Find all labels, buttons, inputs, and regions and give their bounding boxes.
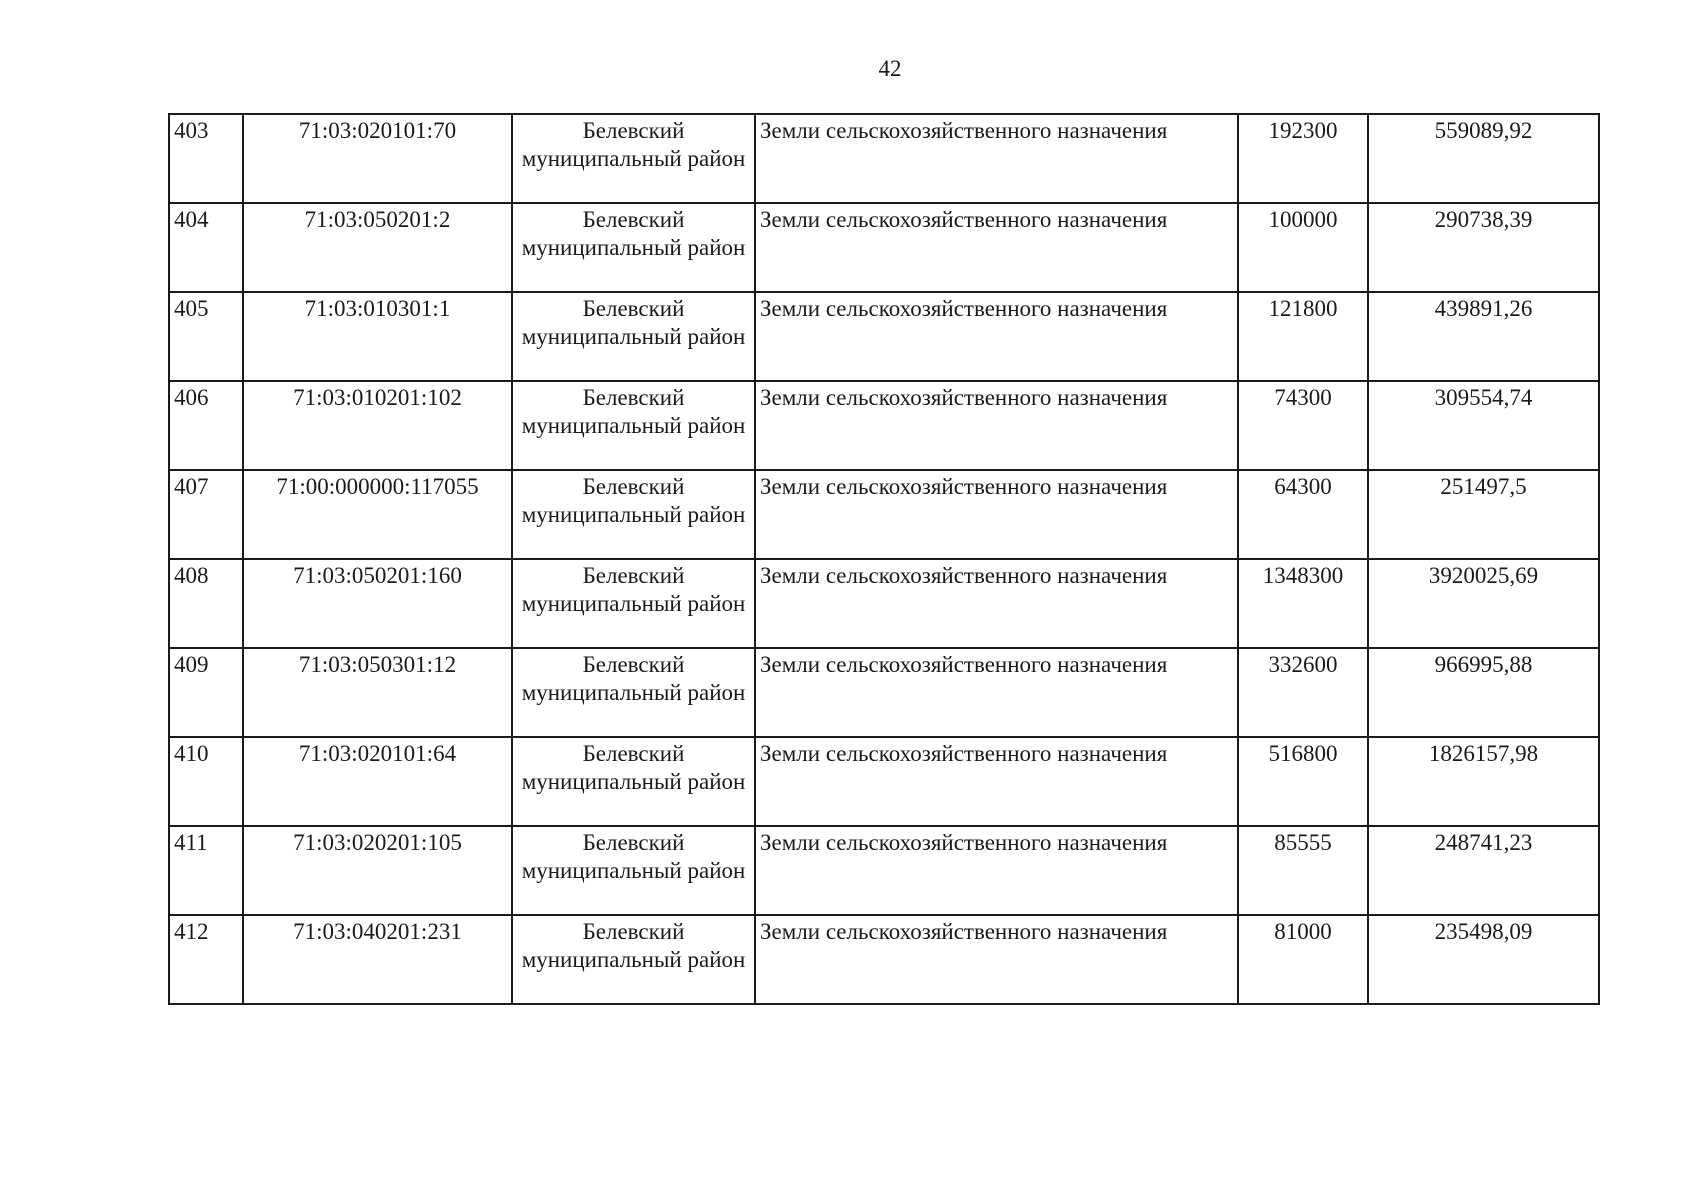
cadastral-value: 1826157,98: [1368, 737, 1599, 826]
municipality: Белевский муниципальный район: [512, 470, 755, 559]
area: 121800: [1238, 292, 1368, 381]
table-row: [169, 292, 1599, 381]
cadastral-value: 290738,39: [1368, 203, 1599, 292]
row-number: 406: [169, 381, 243, 470]
table-row: [169, 737, 1599, 826]
row-number: 411: [169, 826, 243, 915]
land-category: Земли сельскохозяйственного назначения: [755, 114, 1238, 203]
table-row: [169, 826, 1599, 915]
area: 85555: [1238, 826, 1368, 915]
land-plots-table: [168, 113, 1600, 1005]
row-number: 407: [169, 470, 243, 559]
municipality: Белевский муниципальный район: [512, 737, 755, 826]
table-row: [169, 470, 1599, 559]
row-number: 403: [169, 114, 243, 203]
cadastral-number: 71:03:020201:105: [243, 826, 512, 915]
cadastral-value: 251497,5: [1368, 470, 1599, 559]
cadastral-value: 559089,92: [1368, 114, 1599, 203]
cadastral-number: 71:00:000000:117055: [243, 470, 512, 559]
area: 516800: [1238, 737, 1368, 826]
municipality: Белевский муниципальный район: [512, 915, 755, 1004]
cadastral-number: 71:03:020101:70: [243, 114, 512, 203]
area: 332600: [1238, 648, 1368, 737]
cadastral-number: 71:03:040201:231: [243, 915, 512, 1004]
page-number: 42: [878, 56, 902, 81]
row-number: 412: [169, 915, 243, 1004]
cadastral-value: 3920025,69: [1368, 559, 1599, 648]
table-body: [169, 114, 1599, 1004]
cadastral-value: 248741,23: [1368, 826, 1599, 915]
row-number: 405: [169, 292, 243, 381]
land-category: Земли сельскохозяйственного назначения: [755, 470, 1238, 559]
municipality: Белевский муниципальный район: [512, 826, 755, 915]
cadastral-number: 71:03:050301:12: [243, 648, 512, 737]
area: 74300: [1238, 381, 1368, 470]
land-category: Земли сельскохозяйственного назначения: [755, 648, 1238, 737]
cadastral-number: 71:03:010301:1: [243, 292, 512, 381]
table-row: [169, 114, 1599, 203]
row-number: 408: [169, 559, 243, 648]
cadastral-number: 71:03:020101:64: [243, 737, 512, 826]
land-category: Земли сельскохозяйственного назначения: [755, 203, 1238, 292]
cadastral-value: 439891,26: [1368, 292, 1599, 381]
area: 1348300: [1238, 559, 1368, 648]
cadastral-number: 71:03:050201:2: [243, 203, 512, 292]
cadastral-number: 71:03:050201:160: [243, 559, 512, 648]
land-category: Земли сельскохозяйственного назначения: [755, 381, 1238, 470]
land-category: Земли сельскохозяйственного назначения: [755, 737, 1238, 826]
municipality: Белевский муниципальный район: [512, 381, 755, 470]
area: 64300: [1238, 470, 1368, 559]
municipality: Белевский муниципальный район: [512, 203, 755, 292]
land-category: Земли сельскохозяйственного назначения: [755, 826, 1238, 915]
row-number: 409: [169, 648, 243, 737]
table-row: [169, 559, 1599, 648]
municipality: Белевский муниципальный район: [512, 114, 755, 203]
land-category: Земли сельскохозяйственного назначения: [755, 292, 1238, 381]
municipality: Белевский муниципальный район: [512, 559, 755, 648]
cadastral-value: 235498,09: [1368, 915, 1599, 1004]
cadastral-value: 966995,88: [1368, 648, 1599, 737]
table-row: [169, 203, 1599, 292]
land-category: Земли сельскохозяйственного назначения: [755, 559, 1238, 648]
land-category: Земли сельскохозяйственного назначения: [755, 915, 1238, 1004]
municipality: Белевский муниципальный район: [512, 648, 755, 737]
area: 192300: [1238, 114, 1368, 203]
municipality: Белевский муниципальный район: [512, 292, 755, 381]
table-row: [169, 648, 1599, 737]
table-row: [169, 915, 1599, 1004]
row-number: 404: [169, 203, 243, 292]
area: 81000: [1238, 915, 1368, 1004]
area: 100000: [1238, 203, 1368, 292]
row-number: 410: [169, 737, 243, 826]
cadastral-number: 71:03:010201:102: [243, 381, 512, 470]
cadastral-value: 309554,74: [1368, 381, 1599, 470]
table-row: [169, 381, 1599, 470]
